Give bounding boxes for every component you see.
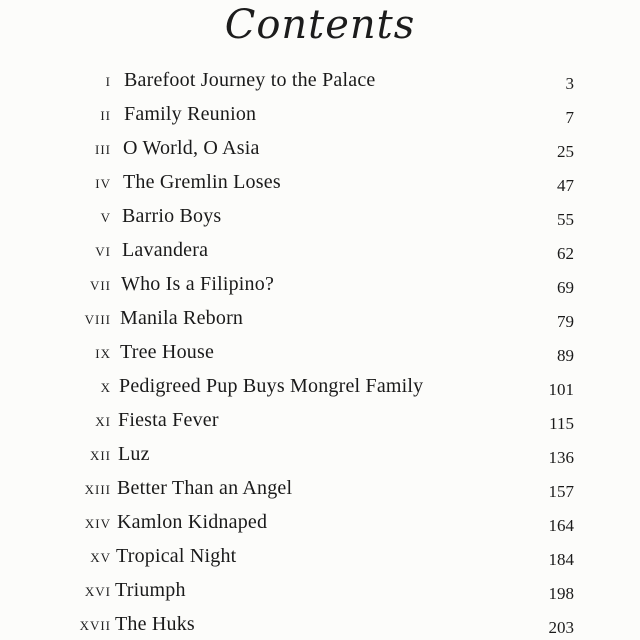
chapter-numeral: VI (95, 244, 111, 259)
chapter-page-number: 69 (557, 278, 574, 297)
toc-entry (0, 202, 640, 236)
chapter-page-number: 3 (565, 74, 574, 93)
chapter-page-number: 101 (548, 380, 574, 399)
toc-entry (0, 168, 640, 202)
chapter-page-number: 136 (548, 448, 574, 467)
chapter-page-number: 25 (557, 142, 574, 161)
toc-entry (0, 338, 640, 372)
chapter-title: Family Reunion (124, 103, 257, 125)
toc-entry (0, 474, 640, 508)
chapter-page-number: 79 (557, 312, 574, 331)
chapter-title: Better Than an Angel (117, 477, 293, 499)
toc-entry (0, 542, 640, 576)
chapter-title: Pedigreed Pup Buys Mongrel Family (119, 375, 424, 397)
chapter-title: Lavandera (122, 239, 209, 261)
chapter-page-number: 184 (548, 550, 574, 569)
chapter-numeral: XII (89, 448, 111, 463)
toc-entry (0, 576, 640, 610)
chapter-title: Fiesta Fever (118, 409, 219, 431)
chapter-numeral: III (95, 142, 111, 157)
chapter-title: Tree House (120, 341, 215, 363)
chapter-numeral: XIV (84, 516, 111, 531)
chapter-page-number: 47 (557, 176, 574, 195)
toc-entry (0, 372, 640, 406)
chapter-numeral: V (100, 210, 111, 225)
chapter-page-number: 62 (557, 244, 574, 263)
toc-entry (0, 406, 640, 440)
chapter-numeral: XVII (79, 618, 111, 633)
chapter-numeral: I (105, 74, 111, 89)
chapter-page-number: 198 (548, 584, 574, 603)
toc-entry (0, 610, 640, 640)
chapter-numeral: X (100, 380, 111, 395)
chapter-page-number: 203 (548, 618, 574, 637)
chapter-page-number: 89 (557, 346, 574, 365)
chapter-title: The Huks (115, 613, 195, 635)
chapter-page-number: 164 (548, 516, 574, 535)
chapter-title: Barefoot Journey to the Palace (124, 69, 376, 91)
chapter-title: The Gremlin Loses (123, 171, 281, 193)
chapter-title: Kamlon Kidnaped (117, 511, 268, 533)
table-of-contents (0, 66, 640, 640)
chapter-title: Who Is a Filipino? (121, 273, 275, 295)
chapter-page-number: 157 (548, 482, 574, 501)
toc-entry (0, 236, 640, 270)
toc-entry (0, 304, 640, 338)
chapter-page-number: 55 (557, 210, 574, 229)
toc-entry (0, 100, 640, 134)
chapter-title: O World, O Asia (123, 137, 260, 159)
toc-entry (0, 134, 640, 168)
chapter-numeral: VII (89, 278, 111, 293)
chapter-numeral: IV (95, 176, 111, 191)
chapter-numeral: XVI (84, 584, 111, 599)
chapter-numeral: XI (95, 414, 111, 429)
chapter-numeral: VIII (84, 312, 111, 327)
toc-entry (0, 440, 640, 474)
toc-entry (0, 508, 640, 542)
chapter-title: Barrio Boys (122, 205, 222, 227)
chapter-numeral: XV (90, 550, 111, 565)
chapter-title: Tropical Night (116, 545, 237, 567)
toc-entry (0, 66, 640, 100)
chapter-title: Triumph (115, 579, 186, 601)
chapter-page-number: 115 (549, 414, 574, 433)
chapter-numeral: XIII (84, 482, 111, 497)
chapter-numeral: IX (95, 346, 111, 361)
chapter-numeral: II (100, 108, 111, 123)
toc-entry (0, 270, 640, 304)
page-title: Contents (224, 2, 416, 48)
chapter-title: Manila Reborn (120, 307, 244, 329)
chapter-title: Luz (118, 443, 150, 465)
chapter-page-number: 7 (565, 108, 574, 127)
